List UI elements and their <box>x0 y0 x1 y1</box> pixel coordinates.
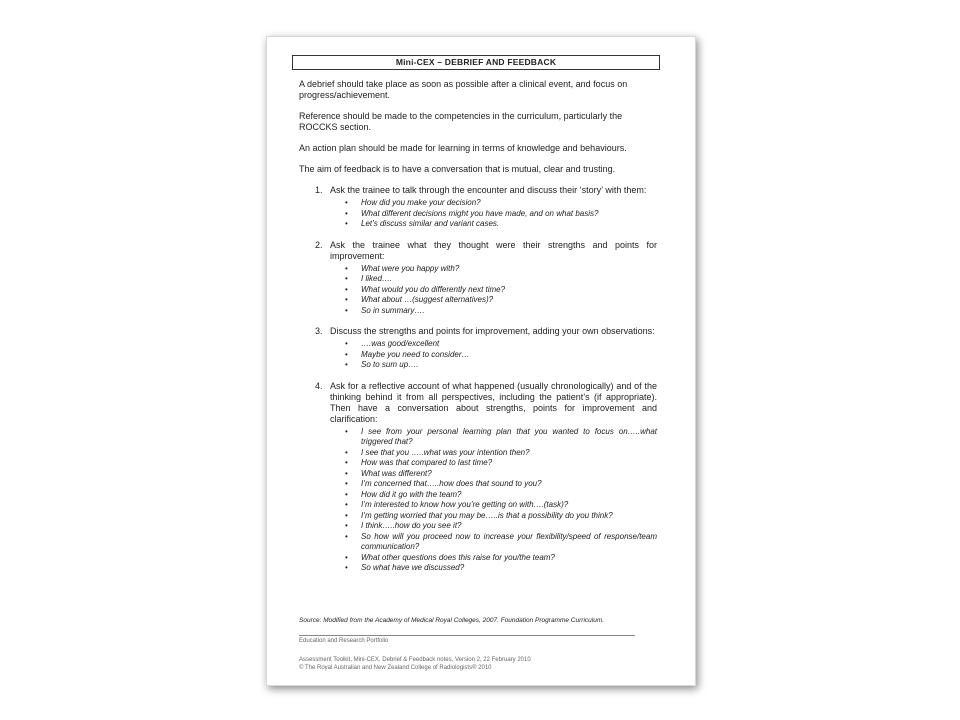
question-list <box>330 198 657 230</box>
question-item: • I liked…. <box>330 274 657 285</box>
question-list <box>330 264 657 317</box>
intro-paragraph: Reference should be made to the competencies in the curriculum, particularly the ROCCKS section. <box>299 111 623 132</box>
question-item: • So to sum up…. <box>330 360 657 371</box>
document-body <box>299 79 657 584</box>
step-text: Ask for a reflective account of what happened (usually chronologically) and of the thinking behind it from all perspectives, including the patient’s (if appropriate). Then have a conversation about strengths, points for improvement and clarification: <box>330 380 657 424</box>
step-4 <box>299 381 657 574</box>
intro-paragraph: An action plan should be made for learning in terms of knowledge and behaviours. <box>299 143 627 153</box>
question-item: • So how will you proceed now to increase your flexibility/speed of response/team communication? <box>330 532 657 553</box>
question-item: • ….was good/excellent <box>330 339 657 350</box>
step-text: Discuss the strengths and points for improvement, adding your own observations: <box>330 326 655 336</box>
footer-document-line: Assessment Toolkit, Mini-CEX, Debrief & Feedback notes, Version 2, 22 February 2010 <box>299 657 531 663</box>
source-citation: Source: Modified from the Academy of Medical Royal Colleges, 2007. Foundation Programme Curriculum. <box>299 617 605 624</box>
question-item: • How did it go with the team? <box>330 490 657 501</box>
step-text: Ask the trainee what they thought were their strengths and points for improvement: <box>330 239 657 261</box>
question-item: • So in summary…. <box>330 306 657 317</box>
footer-divider <box>299 635 635 636</box>
question-item: • I’m interested to know how you’re getting on with….(task)? <box>330 500 657 511</box>
footer-portfolio: Education and Research Portfolio <box>299 638 389 644</box>
document-page <box>266 36 696 686</box>
question-item: • What were you happy with? <box>330 264 657 275</box>
question-item: • What different decisions might you have made, and on what basis? <box>330 209 657 220</box>
question-item: • How was that compared to last time? <box>330 458 657 469</box>
question-item: • I’m concerned that…..how does that sound to you? <box>330 479 657 490</box>
step-2 <box>299 240 657 317</box>
document-title: Mini-CEX – DEBRIEF AND FEEDBACK <box>292 55 660 70</box>
footer-copyright: © The Royal Australian and New Zealand College of Radiologists® 2010 <box>299 665 492 671</box>
intro-paragraph: The aim of feedback is to have a conversation that is mutual, clear and trusting. <box>299 164 616 174</box>
question-item: • What would you do differently next time? <box>330 285 657 296</box>
question-item: • I think…..how do you see it? <box>330 521 657 532</box>
question-item: • Maybe you need to consider… <box>330 350 657 361</box>
question-list <box>330 339 657 371</box>
step-text: Ask the trainee to talk through the encounter and discuss their ‘story’ with them: <box>330 185 647 195</box>
step-number: 2. <box>315 239 323 250</box>
question-item: • I see that you …..what was your intention then? <box>330 448 657 459</box>
question-item: • What about …(suggest alternatives)? <box>330 295 657 306</box>
question-item: • So what have we discussed? <box>330 563 657 574</box>
question-item: • What other questions does this raise for you/the team? <box>330 553 657 564</box>
question-item: • How did you make your decision? <box>330 198 657 209</box>
question-item: • What was different? <box>330 469 657 480</box>
question-item: • I see from your personal learning plan that you wanted to focus on…..what triggered that? <box>330 427 657 448</box>
step-number: 3. <box>315 326 323 336</box>
step-1 <box>299 185 657 230</box>
question-item: • Let’s discuss similar and variant cases. <box>330 219 657 230</box>
intro-paragraph: A debrief should take place as soon as possible after a clinical event, and focus on progress/achievement. <box>299 79 628 100</box>
step-3 <box>299 326 657 371</box>
question-item: • I’m getting worried that you may be…..is that a possibility do you think? <box>330 511 657 522</box>
step-number: 4. <box>315 380 323 391</box>
steps-list <box>299 185 657 574</box>
step-number: 1. <box>315 185 323 195</box>
question-list <box>330 427 657 574</box>
